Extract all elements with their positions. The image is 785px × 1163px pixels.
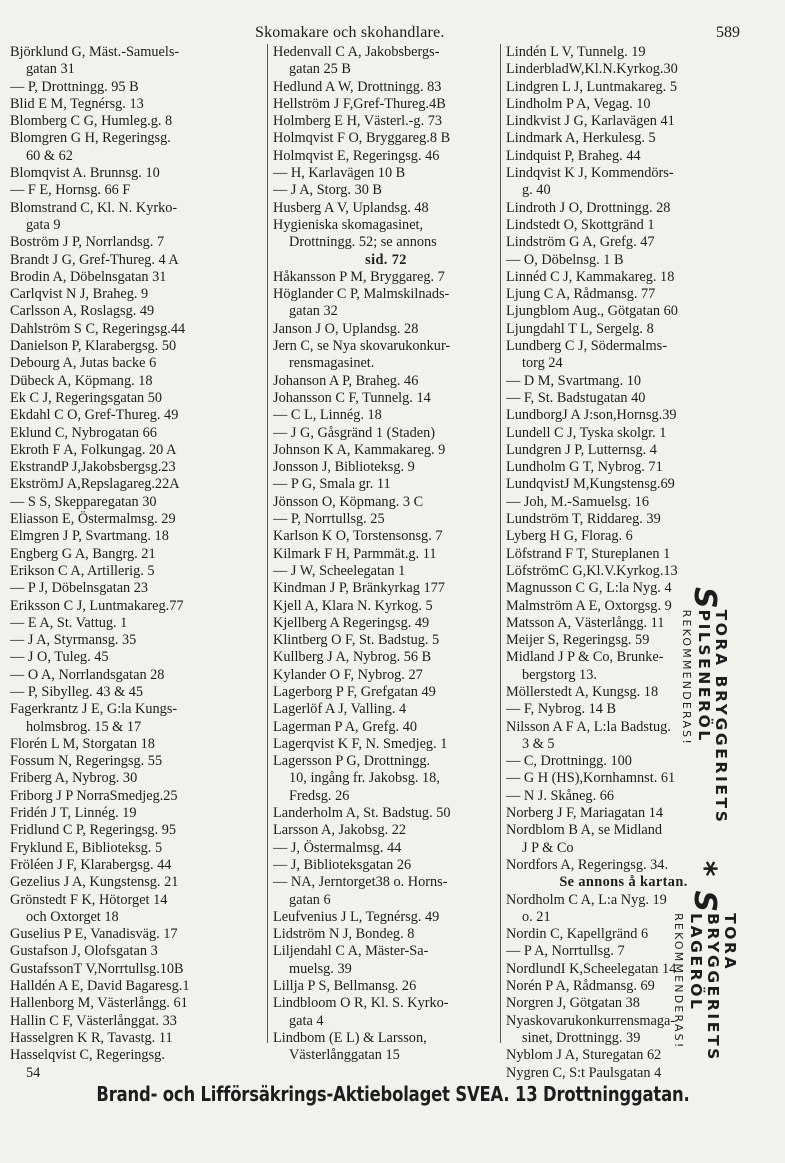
directory-entry: Norén P A, Rådmansg. 69 xyxy=(506,978,655,995)
directory-entry: Friberg A, Nybrog. 30 xyxy=(10,770,138,787)
directory-entry: muelsg. 39 xyxy=(289,960,352,977)
directory-entry: Lindgren L J, Luntmakareg. 5 xyxy=(506,78,677,95)
directory-entry: Dahlström S C, Regeringsg.44 xyxy=(10,320,186,337)
directory-entry: gatan 31 xyxy=(26,61,75,78)
directory-entry: LinderbladW,Kl.N.Kyrkog.30 xyxy=(506,61,678,78)
directory-entry: Dübeck A, Köpmang. 18 xyxy=(10,372,153,389)
directory-entry: Nilsson A F A, L:la Badstug. xyxy=(506,718,671,735)
page-number: 589 xyxy=(716,24,740,41)
directory-entry: J P & Co xyxy=(522,839,574,856)
directory-entry: Johanson A P, Braheg. 46 xyxy=(273,372,419,389)
directory-entry: — F, Nybrog. 14 B xyxy=(506,701,617,718)
side-ad-1-text: TORA BRYGGERIETS PILSENERÖL xyxy=(695,609,731,825)
directory-entry: Midland J P & Co, Brunke- xyxy=(506,649,664,666)
directory-entry: Nordholm C A, L:a Nyg. 19 xyxy=(506,891,667,908)
directory-entry: Västerlånggatan 15 xyxy=(289,1047,400,1064)
directory-entry: Hasselqvist C, Regeringsg. xyxy=(10,1047,165,1064)
directory-entry: Lidström N J, Bondeg. 8 xyxy=(273,926,415,943)
directory-entry: Matsson A, Västerlångg. 11 xyxy=(506,614,665,631)
directory-entry: gata 4 xyxy=(289,1012,324,1029)
directory-entry: Fredsg. 26 xyxy=(289,787,350,804)
directory-entry: Holmqvist E, Regeringsg. 46 xyxy=(273,147,440,164)
directory-entry: Kullberg J A, Nybrog. 56 B xyxy=(273,649,432,666)
directory-entry: Fridlund C P, Regeringsg. 95 xyxy=(10,822,177,839)
directory-entry: Brandt J G, Gref-Thureg. 4 A xyxy=(10,251,179,268)
directory-entry: Florén L M, Storgatan 18 xyxy=(10,735,155,752)
directory-entry: Friborg J P NorraSmedjeg.25 xyxy=(10,787,178,804)
directory-entry: Carlsson A, Roslagsg. 49 xyxy=(10,303,155,320)
directory-entry: 54 xyxy=(26,1064,41,1081)
directory-entry: — J A, Styrmansg. 35 xyxy=(10,632,137,649)
directory-entry: Danielson P, Klarabergsg. 50 xyxy=(10,338,177,355)
directory-entry: gatan 32 xyxy=(289,303,338,320)
directory-entry: Magnusson C G, L:la Nyg. 4 xyxy=(506,580,672,597)
directory-entry: Jern C, se Nya skovarukonkur- xyxy=(273,338,451,355)
directory-entry: Holmberg E H, Västerl.-g. 73 xyxy=(273,113,443,130)
directory-entry: Hasselgren K R, Tavastg. 11 xyxy=(10,1029,173,1046)
directory-entry: Malmström A E, Oxtorgsg. 9 xyxy=(506,597,672,614)
directory-entry: Boström J P, Norrlandsg. 7 xyxy=(10,234,165,251)
directory-entry: — J G, Gåsgränd 1 (Staden) xyxy=(273,424,435,441)
directory-entry: Lindholm P A, Vegag. 10 xyxy=(506,95,651,112)
directory-entry: Lagerman P A, Grefg. 40 xyxy=(273,718,417,735)
directory-entry: Lundholm G T, Nybrog. 71 xyxy=(506,459,663,476)
directory-entry: Lagerlöf A J, Valling. 4 xyxy=(273,701,407,718)
directory-entry: Löfstrand F T, Stureplanen 1 xyxy=(506,545,671,562)
directory-entry: Liljendahl C A, Mäster-Sa- xyxy=(273,943,429,960)
directory-entry: rensmagasinet. xyxy=(289,355,375,372)
directory-entry: Lundberg C J, Södermalms- xyxy=(506,338,667,355)
directory-entry: Hallin C F, Västerlånggat. 33 xyxy=(10,1012,177,1029)
directory-entry: Hallenborg M, Västerlångg. 61 xyxy=(10,995,188,1012)
directory-entry: Lyberg H G, Florag. 6 xyxy=(506,528,633,545)
directory-entry: Nordblom B A, se Midland xyxy=(506,822,663,839)
directory-entry: Blomstrand C, Kl. N. Kyrko- xyxy=(10,199,178,216)
directory-entry: — F E, Hornsg. 66 F xyxy=(10,182,131,199)
directory-entry: Engberg G A, Bangrg. 21 xyxy=(10,545,156,562)
directory-entry: Möllerstedt A, Kungsg. 18 xyxy=(506,683,659,700)
directory-entry: Elmgren J P, Svartmang. 18 xyxy=(10,528,169,545)
directory-entry: Fossum N, Regeringsg. 55 xyxy=(10,753,163,770)
directory-column-1 xyxy=(10,44,258,1082)
directory-entry: — Joh, M.-Samuelsg. 16 xyxy=(506,493,649,510)
directory-entry: Linnéd C J, Kammakareg. 18 xyxy=(506,268,675,285)
directory-entry: Björklund G, Mäst.-Samuels- xyxy=(10,44,180,60)
directory-entry: — NA, Jerntorget38 o. Horns- xyxy=(273,874,448,891)
directory-entry: Kindman J P, Bränkyrkag 177 xyxy=(273,580,445,597)
directory-entry: — O A, Norrlandsgatan 28 xyxy=(10,666,165,683)
page-title: Skomakare och skohandlare. xyxy=(255,24,445,41)
directory-entry: Klintberg O F, St. Badstug. 5 xyxy=(273,632,440,649)
directory-entry: sid. 72 xyxy=(365,251,407,268)
directory-entry: Hedlund A W, Drottningg. 83 xyxy=(273,78,442,95)
directory-entry: 3 & 5 xyxy=(522,735,555,752)
directory-entry: Jonsson J, Biblioteksg. 9 xyxy=(273,459,415,476)
directory-entry: o. 21 xyxy=(522,908,551,925)
directory-entry: — C L, Linnég. 18 xyxy=(273,407,382,424)
directory-entry: Kjell A, Klara N. Kyrkog. 5 xyxy=(273,597,433,614)
directory-entry: — P, Norrtullsg. 25 xyxy=(273,511,385,528)
directory-entry: Gezelius J A, Kungstensg. 21 xyxy=(10,874,179,891)
directory-entry: Norgren J, Götgatan 38 xyxy=(506,995,640,1012)
directory-entry: Meijer S, Regeringsg. 59 xyxy=(506,632,650,649)
directory-entry: Lundström T, Riddareg. 39 xyxy=(506,511,661,528)
directory-entry: Husberg A V, Uplandsg. 48 xyxy=(273,199,429,216)
directory-entry: 60 & 62 xyxy=(26,147,73,164)
directory-entry: gatan 6 xyxy=(289,891,331,908)
directory-entry: LöfströmC G,Kl.V.Kyrkog.13 xyxy=(506,562,678,579)
directory-entry: Se annons å kartan. xyxy=(559,874,688,891)
directory-entry: 10, ingång fr. Jakobsg. 18, xyxy=(289,770,440,787)
directory-entry: Brodin A, Döbelnsgatan 31 xyxy=(10,268,167,285)
directory-entry: torg 24 xyxy=(522,355,563,372)
directory-entry: Guselius P E, Vanadisväg. 17 xyxy=(10,926,178,943)
side-advertisement xyxy=(672,587,739,1127)
directory-entry: Lindqvist K J, Kommendörs- xyxy=(506,165,674,182)
directory-entry: Lagerqvist K F, N. Smedjeg. 1 xyxy=(273,735,448,752)
directory-entry: Gustafson J, Olofsgatan 3 xyxy=(10,943,158,960)
directory-entry: Jönsson O, Köpmang. 3 C xyxy=(273,493,424,510)
stora-logo-1: S xyxy=(687,587,722,609)
directory-entry: Fridén J T, Linnég. 19 xyxy=(10,805,137,822)
side-ad-1-subtext: REKOMMENDERAS! xyxy=(680,609,694,746)
directory-entry: Erikson C A, Artillerig. 5 xyxy=(10,562,155,579)
directory-entry: Blomberg C G, Humleg.g. 8 xyxy=(10,113,173,130)
directory-entry: Lindkvist J G, Karlavägen 41 xyxy=(506,113,675,130)
directory-entry: — D M, Svartmang. 10 xyxy=(506,372,642,389)
directory-entry: Eliasson E, Östermalmsg. 29 xyxy=(10,511,176,528)
side-ad-2-text: TORA BRYGGERIETS LAGERÖL xyxy=(687,913,739,1062)
directory-entry: — G H (HS),Kornhamnst. 61 xyxy=(506,770,676,787)
directory-entry: Holmqvist F O, Bryggareg.8 B xyxy=(273,130,451,147)
directory-entry: — E A, St. Vattug. 1 xyxy=(10,614,128,631)
directory-entry: Nordfors A, Regeringsg. 34. xyxy=(506,856,669,873)
directory-entry: Lundgren J P, Lutternsg. 4 xyxy=(506,441,657,458)
directory-entry: Karlson K O, Torstensonsg. 7 xyxy=(273,528,443,545)
directory-entry: EkstrandP J,Jakobsbergsg.23 xyxy=(10,459,176,476)
directory-entry: Hellström J F,Gref-Thureg.4B xyxy=(273,95,446,112)
directory-entry: Kilmark F H, Parmmät.g. 11 xyxy=(273,545,437,562)
directory-entry: Kylander O F, Nybrog. 27 xyxy=(273,666,423,683)
directory-entry: Debourg A, Jutas backe 6 xyxy=(10,355,157,372)
directory-columns xyxy=(10,44,735,1081)
directory-entry: Halldén A E, David Bagaresg.1 xyxy=(10,978,190,995)
directory-entry: Blomqvist A. Brunnsg. 10 xyxy=(10,165,160,182)
directory-entry: Carlqvist N J, Braheg. 9 xyxy=(10,286,149,303)
directory-entry: Eriksson C J, Luntmakareg.77 xyxy=(10,597,184,614)
directory-entry: Leufvenius J L, Tegnérsg. 49 xyxy=(273,908,440,925)
directory-entry: Ljung C A, Rådmansg. 77 xyxy=(506,286,656,303)
directory-entry: Kjellberg A Regeringsg. 49 xyxy=(273,614,430,631)
directory-entry: Eklund C, Nybrogatan 66 xyxy=(10,424,157,441)
directory-entry: Janson J O, Uplandsg. 28 xyxy=(273,320,419,337)
directory-entry: NordlundI K,Scheelegatan 14 xyxy=(506,960,677,977)
directory-entry: Lindbloom O R, Kl. S. Kyrko- xyxy=(273,995,449,1012)
directory-entry: Grönstedt F K, Hötorget 14 xyxy=(10,891,168,908)
directory-entry: — P, Sibylleg. 43 & 45 xyxy=(10,683,144,700)
directory-entry: Nordin C, Kapellgränd 6 xyxy=(506,926,649,943)
directory-entry: bergstorg 13. xyxy=(522,666,597,683)
stora-logo-2: S xyxy=(687,890,722,913)
directory-entry: — H, Karlavägen 10 B xyxy=(273,165,406,182)
directory-entry: — N J. Skåneg. 66 xyxy=(506,787,615,804)
directory-entry: — J O, Tuleg. 45 xyxy=(10,649,109,666)
directory-entry: Landerholm A, St. Badstug. 50 xyxy=(273,805,451,822)
directory-entry: Blid E M, Tegnérsg. 13 xyxy=(10,95,144,112)
directory-entry: Lillja P S, Bellmansg. 26 xyxy=(273,978,417,995)
directory-entry: Hedenvall C A, Jakobsbergs- xyxy=(273,44,440,60)
directory-entry: holmsbrog. 15 & 17 xyxy=(26,718,142,735)
directory-entry: LundborgJ A J:son,Hornsg.39 xyxy=(506,407,677,424)
directory-entry: — C, Drottningg. 100 xyxy=(506,753,632,770)
directory-entry: — J, Biblioteksgatan 26 xyxy=(273,856,412,873)
directory-entry: — J, Östermalmsg. 44 xyxy=(273,839,402,856)
asterisk-separator: * xyxy=(687,860,722,877)
directory-entry: Lagerborg P F, Grefgatan 49 xyxy=(273,683,436,700)
directory-entry: — O, Döbelnsg. 1 B xyxy=(506,251,624,268)
directory-entry: och Oxtorget 18 xyxy=(26,908,119,925)
directory-entry: — P A, Norrtullsg. 7 xyxy=(506,943,625,960)
directory-entry: Fröléen J F, Klarabergsg. 44 xyxy=(10,856,172,873)
footer-advertisement: Brand- och Lifförsäkrings-Aktiebolaget SVEA. 13 Drottninggatan. xyxy=(96,1082,690,1106)
directory-entry: sinet, Drottningg. 39 xyxy=(522,1029,641,1046)
directory-entry: Fagerkrantz J E, G:la Kungs- xyxy=(10,701,178,718)
directory-entry: Nygren C, S:t Paulsgatan 4 xyxy=(506,1064,662,1081)
directory-entry: Larsson A, Jakobsg. 22 xyxy=(273,822,407,839)
directory-entry: Fryklund E, Biblioteksg. 5 xyxy=(10,839,163,856)
directory-entry: — J W, Scheelegatan 1 xyxy=(273,562,406,579)
directory-entry: LundqvistJ M,Kungstensg.69 xyxy=(506,476,675,493)
directory-entry: — S S, Skepparegatan 30 xyxy=(10,493,157,510)
directory-entry: Ekroth F A, Folkungag. 20 A xyxy=(10,441,177,458)
directory-entry: Ek C J, Regeringsgatan 50 xyxy=(10,389,163,406)
directory-entry: Johnson K A, Kammakareg. 9 xyxy=(273,441,446,458)
directory-entry: Hygieniska skomagasinet, xyxy=(273,216,424,233)
directory-entry: gata 9 xyxy=(26,216,61,233)
directory-entry: Höglander C P, Malmskilnads- xyxy=(273,286,450,303)
directory-entry: Norberg J F, Mariagatan 14 xyxy=(506,805,664,822)
directory-entry: Nyblom J A, Sturegatan 62 xyxy=(506,1047,662,1064)
directory-entry: Johansson C F, Tunnelg. 14 xyxy=(273,389,431,406)
directory-entry: Lindstedt O, Skottgränd 1 xyxy=(506,216,655,233)
directory-entry: GustafssonT V,Norrtullsg.10B xyxy=(10,960,184,977)
directory-entry: Lindmark A, Herkulesg. 5 xyxy=(506,130,656,147)
directory-entry: Ekdahl C O, Gref-Thureg. 49 xyxy=(10,407,179,424)
directory-entry: — F, St. Badstugatan 40 xyxy=(506,389,646,406)
directory-entry: Lundell C J, Tyska skolgr. 1 xyxy=(506,424,667,441)
directory-entry: Lagersson P G, Drottningg. xyxy=(273,753,431,770)
directory-entry: — J A, Storg. 30 B xyxy=(273,182,382,199)
directory-entry: Lindroth J O, Drottningg. 28 xyxy=(506,199,671,216)
side-ad-2-subtext: REKOMMENDERAS! xyxy=(672,913,685,1050)
directory-entry: Lindbom (E L) & Larsson, xyxy=(273,1029,427,1046)
directory-entry: g. 40 xyxy=(522,182,551,199)
directory-entry: Lindström G A, Grefg. 47 xyxy=(506,234,655,251)
directory-entry: — P G, Smala gr. 11 xyxy=(273,476,391,493)
directory-entry: Håkansson P M, Bryggareg. 7 xyxy=(273,268,445,285)
directory-entry: EkströmJ A,Repslagareg.22A xyxy=(10,476,180,493)
directory-entry: Nyaskovarukonkurrensmaga- xyxy=(506,1012,676,1029)
directory-entry: Ljungdahl T L, Sergelg. 8 xyxy=(506,320,654,337)
directory-entry: gatan 25 B xyxy=(289,61,351,78)
directory-entry: — P, Drottningg. 95 B xyxy=(10,78,139,95)
directory-entry: — P J, Döbelnsgatan 23 xyxy=(10,580,149,597)
directory-entry: Lindquist P, Braheg. 44 xyxy=(506,147,641,164)
directory-entry: Ljungblom Aug., Götgatan 60 xyxy=(506,303,678,320)
directory-entry: Lindén L V, Tunnelg. 19 xyxy=(506,44,646,60)
directory-column-2 xyxy=(267,44,499,1064)
directory-entry: Blomgren G H, Regeringsg. xyxy=(10,130,171,147)
directory-entry: Drottningg. 52; se annons xyxy=(289,234,437,251)
